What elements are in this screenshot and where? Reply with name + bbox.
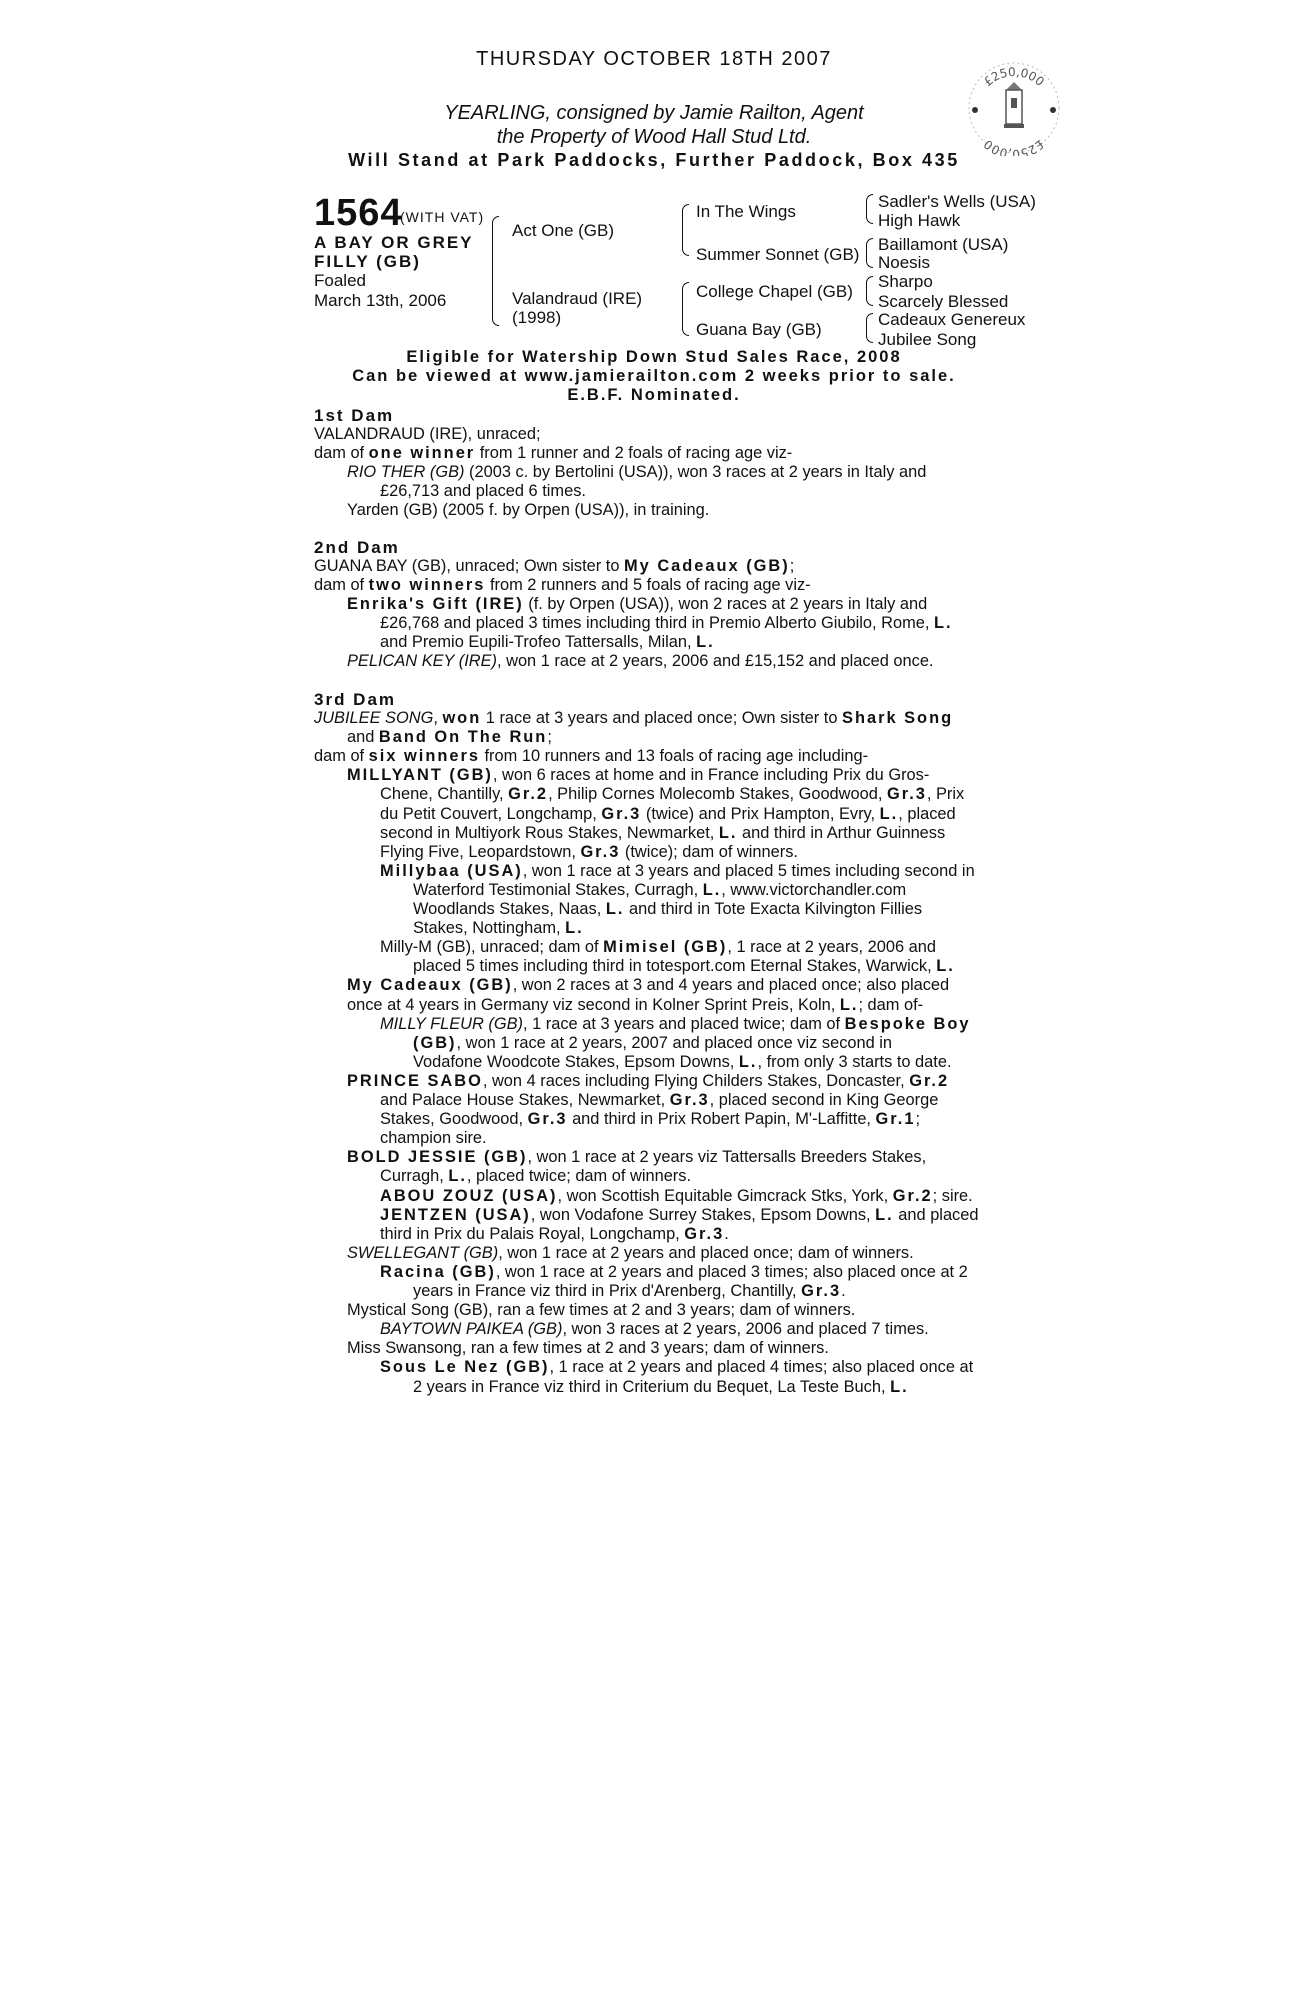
bold-run: L. bbox=[448, 1167, 467, 1186]
text-run: , won 3 races at 2 years, 2006 and placed 7 times. bbox=[562, 1320, 929, 1339]
text-run: , won 1 race at 2 years, 2007 and placed once viz second in bbox=[456, 1033, 893, 1052]
text-run: second in Multiyork Rous Stakes, Newmarket, bbox=[380, 823, 719, 842]
third-dam-line bbox=[380, 1015, 970, 1034]
text-run: , won 1 race at 3 years and placed 5 times including second in bbox=[522, 861, 975, 880]
third-dam-line bbox=[380, 1206, 979, 1225]
text-run: placed 5 times including third in totesport.com Eternal Stakes, Warwick, bbox=[413, 957, 937, 976]
third-dam-line bbox=[347, 1148, 926, 1167]
winner-count: two winners bbox=[368, 576, 486, 594]
italic-run: BAYTOWN PAIKEA (GB) bbox=[380, 1320, 563, 1339]
pedigree-dam: Valandraud (IRE) bbox=[512, 289, 643, 308]
text-run: and third in Prix Robert Papin, M'-Laffitte, bbox=[567, 1110, 876, 1129]
third-dam-line bbox=[314, 747, 868, 766]
pedigree-bracket-g4 bbox=[866, 313, 873, 343]
pedigree-dam-year: (1998) bbox=[512, 308, 562, 327]
bold-run: L. bbox=[936, 957, 955, 976]
third-dam-line bbox=[380, 1320, 929, 1339]
text-run: , 1 race at 2 years, 2006 and bbox=[727, 938, 937, 957]
third-dam-line bbox=[380, 862, 975, 881]
pedigree-g3: Baillamont (USA) bbox=[878, 235, 1009, 254]
third-dam-line bbox=[380, 1129, 487, 1148]
bold-run: My Cadeaux (GB) bbox=[347, 976, 513, 995]
text-run: dam of bbox=[314, 747, 369, 766]
text-run: (2003 c. by Bertolini (USA)), won 3 races at 2 years in Italy and bbox=[464, 463, 927, 481]
text-run: Flying Five, Leopardstown, bbox=[380, 842, 581, 861]
pedigree-dam-sire: College Chapel (GB) bbox=[696, 282, 853, 301]
pedigree-g5: Sharpo bbox=[878, 272, 933, 291]
text-run: Waterford Testimonial Stakes, Curragh, bbox=[413, 880, 703, 899]
text-run: ; sire. bbox=[932, 1186, 973, 1205]
text-run: , placed second in King George bbox=[709, 1091, 939, 1109]
svg-text:£250,000: £250,000 bbox=[981, 136, 1047, 156]
third-dam-line bbox=[314, 709, 953, 728]
bold-run: ABOU ZOUZ (USA) bbox=[380, 1186, 558, 1205]
third-dam-line bbox=[347, 996, 923, 1015]
stand-location: Will Stand at Park Paddocks, Further Paddock, Box 435 bbox=[348, 150, 960, 170]
text-run: champion sire. bbox=[380, 1129, 487, 1148]
text-run: Mystical Song (GB), ran a few times at 2 and 3 years; dam of winners. bbox=[347, 1301, 856, 1320]
pedigree-g2: High Hawk bbox=[878, 211, 961, 230]
bold-run: Gr.3 bbox=[669, 1091, 710, 1109]
text-run: dam of bbox=[314, 444, 369, 462]
first-dam-heading: 1st Dam bbox=[314, 406, 395, 425]
text-run: third in Prix du Palais Royal, Longchamp, bbox=[380, 1224, 685, 1243]
seal-icon bbox=[966, 60, 1062, 156]
bold-run: Gr.3 bbox=[601, 804, 642, 823]
third-dam-line bbox=[347, 728, 552, 747]
text-run: , won Scottish Equitable Gimcrack Stks, York, bbox=[557, 1186, 893, 1205]
text-run: , placed bbox=[898, 804, 956, 823]
bold-run: Gr.3 bbox=[886, 785, 927, 804]
pedigree-g6: Scarcely Blessed bbox=[878, 292, 1009, 311]
second-dam-heading: 2nd Dam bbox=[314, 538, 400, 557]
text-run: , from only 3 starts to date. bbox=[757, 1052, 952, 1071]
text-run: and Premio Eupili-Trofeo Tattersalls, Milan, bbox=[380, 633, 697, 651]
text-run: Milly-M (GB), unraced; dam of bbox=[380, 938, 604, 957]
text-run: from 2 runners and 5 foals of racing age viz- bbox=[485, 576, 811, 594]
text-run: , won 1 race at 2 years and placed once; dam of winners. bbox=[498, 1243, 914, 1262]
text-run: from 1 runner and 2 foals of racing age viz- bbox=[475, 444, 793, 462]
bold-run: Bespoke Boy bbox=[844, 1014, 971, 1033]
third-dam-line bbox=[380, 805, 956, 824]
text-run: Curragh, bbox=[380, 1167, 449, 1186]
race-grade: L. bbox=[933, 614, 953, 632]
third-dam-line bbox=[380, 824, 945, 843]
bold-run: L. bbox=[839, 995, 859, 1014]
third-dam-line bbox=[380, 785, 964, 804]
foaled-date: March 13th, 2006 bbox=[314, 291, 447, 310]
text-run: and bbox=[347, 728, 379, 747]
third-dam-line bbox=[380, 843, 798, 862]
lot-number: 1564 bbox=[314, 192, 403, 234]
horse-name: RIO THER (GB) bbox=[347, 463, 465, 481]
third-dam-line bbox=[413, 900, 922, 919]
first-dam-line1: VALANDRAUD (IRE), unraced; bbox=[314, 425, 541, 443]
bold-run: Millybaa (USA) bbox=[380, 861, 523, 880]
third-dam-line bbox=[347, 766, 929, 785]
bold-run: L. bbox=[605, 900, 625, 918]
third-dam-line bbox=[347, 1339, 829, 1358]
pedigree-sire-sire: In The Wings bbox=[696, 202, 796, 221]
first-dam-line5: Yarden (GB) (2005 f. by Orpen (USA)), in training. bbox=[347, 501, 710, 519]
text-run: , won 1 race at 2 years and placed 3 times; also placed once at 2 bbox=[495, 1262, 968, 1281]
text-run: 2 years in France viz third in Criterium du Bequet, La Teste Buch, bbox=[413, 1377, 891, 1396]
text-run: (twice) and Prix Hampton, Evry, bbox=[641, 804, 880, 823]
text-run: Miss Swansong, ran a few times at 2 and 3 years; dam of winners. bbox=[347, 1339, 829, 1358]
text-run: from 10 runners and 13 foals of racing age including- bbox=[479, 747, 869, 766]
text-run: ; bbox=[915, 1110, 921, 1129]
first-dam-line4: £26,713 and placed 6 times. bbox=[380, 482, 586, 500]
bold-run: Mimisel (GB) bbox=[603, 938, 728, 957]
sale-date: THURSDAY OCTOBER 18TH 2007 bbox=[476, 48, 832, 70]
third-dam-line bbox=[380, 1187, 973, 1206]
text-run: , won Vodafone Surrey Stakes, Epsom Downs, bbox=[530, 1205, 876, 1224]
third-dam-line bbox=[413, 1053, 952, 1072]
vat-note: (WITH VAT) bbox=[400, 209, 485, 225]
text-run: Stakes, Goodwood, bbox=[380, 1110, 528, 1129]
text-run: , won 1 race at 2 years viz Tattersalls Breeders Stakes, bbox=[527, 1148, 927, 1167]
text-run: , placed twice; dam of winners. bbox=[466, 1167, 692, 1186]
bold-run: Gr.3 bbox=[527, 1110, 568, 1129]
third-dam-line bbox=[413, 1378, 909, 1397]
text-run: ; dam of- bbox=[858, 995, 924, 1014]
third-dam-line bbox=[380, 1167, 691, 1186]
bold-run: Band On The Run bbox=[378, 728, 548, 747]
lot-description-line1: A BAY OR GREY bbox=[314, 233, 474, 252]
race-grade: L. bbox=[696, 633, 715, 651]
bold-run: L. bbox=[718, 823, 738, 842]
second-dam-line6 bbox=[347, 652, 934, 671]
text-run: Woodlands Stakes, Naas, bbox=[413, 900, 606, 918]
text-run: 1 race at 3 years and placed once; Own sister to bbox=[481, 709, 843, 727]
text-run: Stakes, Nottingham, bbox=[413, 919, 566, 938]
bold-run: Gr.2 bbox=[892, 1186, 933, 1205]
text-run: years in France viz third in Prix d'Arenberg, Chantilly, bbox=[413, 1282, 802, 1300]
text-run: once at 4 years in Germany viz second in Kolner Sprint Preis, Koln, bbox=[347, 995, 840, 1014]
lot-description-line2: FILLY (GB) bbox=[314, 252, 421, 271]
third-dam-heading: 3rd Dam bbox=[314, 690, 397, 709]
text-run: and placed bbox=[893, 1205, 979, 1224]
third-dam-line bbox=[413, 1034, 892, 1053]
pedigree-sire: Act One (GB) bbox=[512, 221, 615, 240]
pedigree-bracket-main bbox=[492, 216, 499, 326]
second-dam-line5 bbox=[380, 633, 715, 652]
third-dam-line bbox=[380, 1263, 968, 1282]
text-run: (f. by Orpen (USA)), won 2 races at 2 years in Italy and bbox=[523, 595, 928, 613]
text-run: , won 2 races at 3 and 4 years and placed once; also placed bbox=[512, 976, 950, 995]
italic-run: MILLY FLEUR (GB) bbox=[380, 1014, 524, 1033]
third-dam-line bbox=[347, 976, 949, 995]
text-run: . bbox=[841, 1282, 846, 1300]
text-run: , 1 race at 3 years and placed twice; dam of bbox=[523, 1014, 845, 1033]
foaled-label: Foaled bbox=[314, 271, 366, 290]
bold-run: Sous Le Nez (GB) bbox=[380, 1358, 550, 1377]
text-run: , www.victorchandler.com bbox=[721, 880, 907, 899]
pedigree-g7: Cadeaux Genereux bbox=[878, 310, 1026, 329]
third-dam-line bbox=[413, 919, 584, 938]
text-run: , bbox=[433, 709, 443, 727]
first-dam-line3 bbox=[347, 463, 926, 482]
text-run: , won 1 race at 2 years, 2006 and £15,152 and placed once. bbox=[497, 652, 934, 670]
italic-run: JUBILEE SONG bbox=[314, 709, 434, 727]
pedigree-g8: Jubilee Song bbox=[878, 330, 977, 349]
text-run: GUANA BAY (GB), unraced; Own sister to bbox=[314, 557, 625, 575]
bold-run: Gr.3 bbox=[801, 1282, 842, 1300]
pedigree-bracket-g3 bbox=[866, 276, 873, 306]
bold-run: BOLD JESSIE (GB) bbox=[347, 1148, 528, 1167]
bold-run: Gr.2 bbox=[508, 785, 549, 804]
bold-run: L. bbox=[738, 1052, 758, 1071]
bold-run: Racina (GB) bbox=[380, 1262, 496, 1281]
third-dam-line bbox=[413, 881, 906, 900]
third-dam-line bbox=[380, 1225, 729, 1244]
bonus-seal-logo bbox=[966, 60, 1062, 156]
text-run: £26,768 and placed 3 times including third in Premio Alberto Giubilo, Rome, bbox=[380, 614, 934, 632]
text-run: dam of bbox=[314, 576, 369, 594]
third-dam-line bbox=[347, 1301, 855, 1320]
bold-run: Gr.1 bbox=[875, 1110, 916, 1129]
pedigree-g4: Noesis bbox=[878, 253, 930, 272]
text-run: , won 6 races at home and in France including Prix du Gros- bbox=[492, 766, 930, 785]
pedigree-dam-dam: Guana Bay (GB) bbox=[696, 320, 822, 339]
consignor-line: YEARLING, consigned by Jamie Railton, Agent bbox=[444, 102, 864, 124]
pedigree-sire-dam: Summer Sonnet (GB) bbox=[696, 245, 860, 264]
third-dam-line bbox=[380, 938, 936, 957]
viewing-note: Can be viewed at www.jamierailton.com 2 weeks prior to sale. bbox=[352, 367, 956, 385]
third-dam-line bbox=[380, 1110, 920, 1129]
bold-run: (GB) bbox=[413, 1033, 457, 1052]
svg-text:£250,000: £250,000 bbox=[981, 64, 1047, 90]
text-run: du Petit Couvert, Longchamp, bbox=[380, 804, 602, 823]
pedigree-bracket-g2 bbox=[866, 238, 873, 268]
third-dam-line bbox=[413, 1282, 846, 1301]
property-line: the Property of Wood Hall Stud Ltd. bbox=[496, 126, 812, 148]
text-run: , 1 race at 2 years and placed 4 times; also placed once at bbox=[549, 1358, 974, 1377]
ebf-note: E.B.F. Nominated. bbox=[567, 386, 741, 404]
third-dam-line bbox=[413, 957, 955, 976]
bold-run: PRINCE SABO bbox=[347, 1071, 483, 1090]
text-run: , won 4 races including Flying Childers Stakes, Doncaster, bbox=[482, 1071, 910, 1090]
second-dam-line2 bbox=[314, 576, 811, 595]
second-dam-line4 bbox=[380, 614, 953, 633]
text-run: , Prix bbox=[926, 785, 965, 804]
text-run: and third in Tote Exacta Kilvington Fillies bbox=[624, 900, 923, 918]
text-run: and third in Arthur Guinness bbox=[737, 823, 946, 842]
pedigree-bracket-sire bbox=[682, 204, 689, 256]
pedigree-g1: Sadler's Wells (USA) bbox=[878, 192, 1036, 211]
text-run: . bbox=[724, 1224, 729, 1243]
bold-run: L. bbox=[875, 1205, 894, 1224]
bold-run: Gr.3 bbox=[684, 1224, 725, 1243]
bold-run: L. bbox=[702, 880, 722, 899]
third-dam-line bbox=[380, 1091, 938, 1110]
first-dam-line2 bbox=[314, 444, 792, 463]
third-dam-line bbox=[347, 1244, 914, 1263]
italic-run: SWELLEGANT (GB) bbox=[347, 1243, 499, 1262]
second-dam-line1 bbox=[314, 557, 794, 576]
eligibility-note: Eligible for Watership Down Stud Sales Race, 2008 bbox=[406, 348, 902, 366]
third-dam-line bbox=[347, 1072, 949, 1091]
text-run: and Palace House Stakes, Newmarket, bbox=[380, 1091, 670, 1109]
horse-name: My Cadeaux (GB) bbox=[624, 557, 790, 575]
winner-count: one winner bbox=[368, 444, 476, 462]
bold-run: Gr.3 bbox=[580, 842, 621, 861]
third-dam-line bbox=[380, 1358, 973, 1377]
bold-run: JENTZEN (USA) bbox=[380, 1205, 531, 1224]
bold-run: MILLYANT (GB) bbox=[347, 766, 493, 785]
bold-run: L. bbox=[890, 1377, 909, 1396]
bold-run: Shark Song bbox=[842, 709, 954, 727]
bold-run: L. bbox=[565, 919, 584, 938]
text-run: ; bbox=[547, 728, 552, 747]
horse-name: Enrika's Gift (IRE) bbox=[347, 595, 524, 613]
text-run: Chene, Chantilly, bbox=[380, 785, 509, 804]
bold-run: six winners bbox=[368, 747, 480, 766]
bold-run: L. bbox=[879, 804, 899, 823]
bold-run: won bbox=[442, 709, 482, 727]
text-run: , Philip Cornes Molecomb Stakes, Goodwood, bbox=[548, 785, 887, 804]
text-run: Vodafone Woodcote Stakes, Epsom Downs, bbox=[413, 1052, 739, 1071]
bold-run: Gr.2 bbox=[909, 1071, 950, 1090]
text-run: ; bbox=[789, 557, 795, 575]
second-dam-line3 bbox=[347, 595, 927, 614]
pedigree-bracket-g1 bbox=[866, 194, 873, 224]
horse-name: PELICAN KEY (IRE) bbox=[347, 652, 497, 670]
pedigree-bracket-dam bbox=[682, 282, 689, 336]
text-run: (twice); dam of winners. bbox=[620, 842, 798, 861]
